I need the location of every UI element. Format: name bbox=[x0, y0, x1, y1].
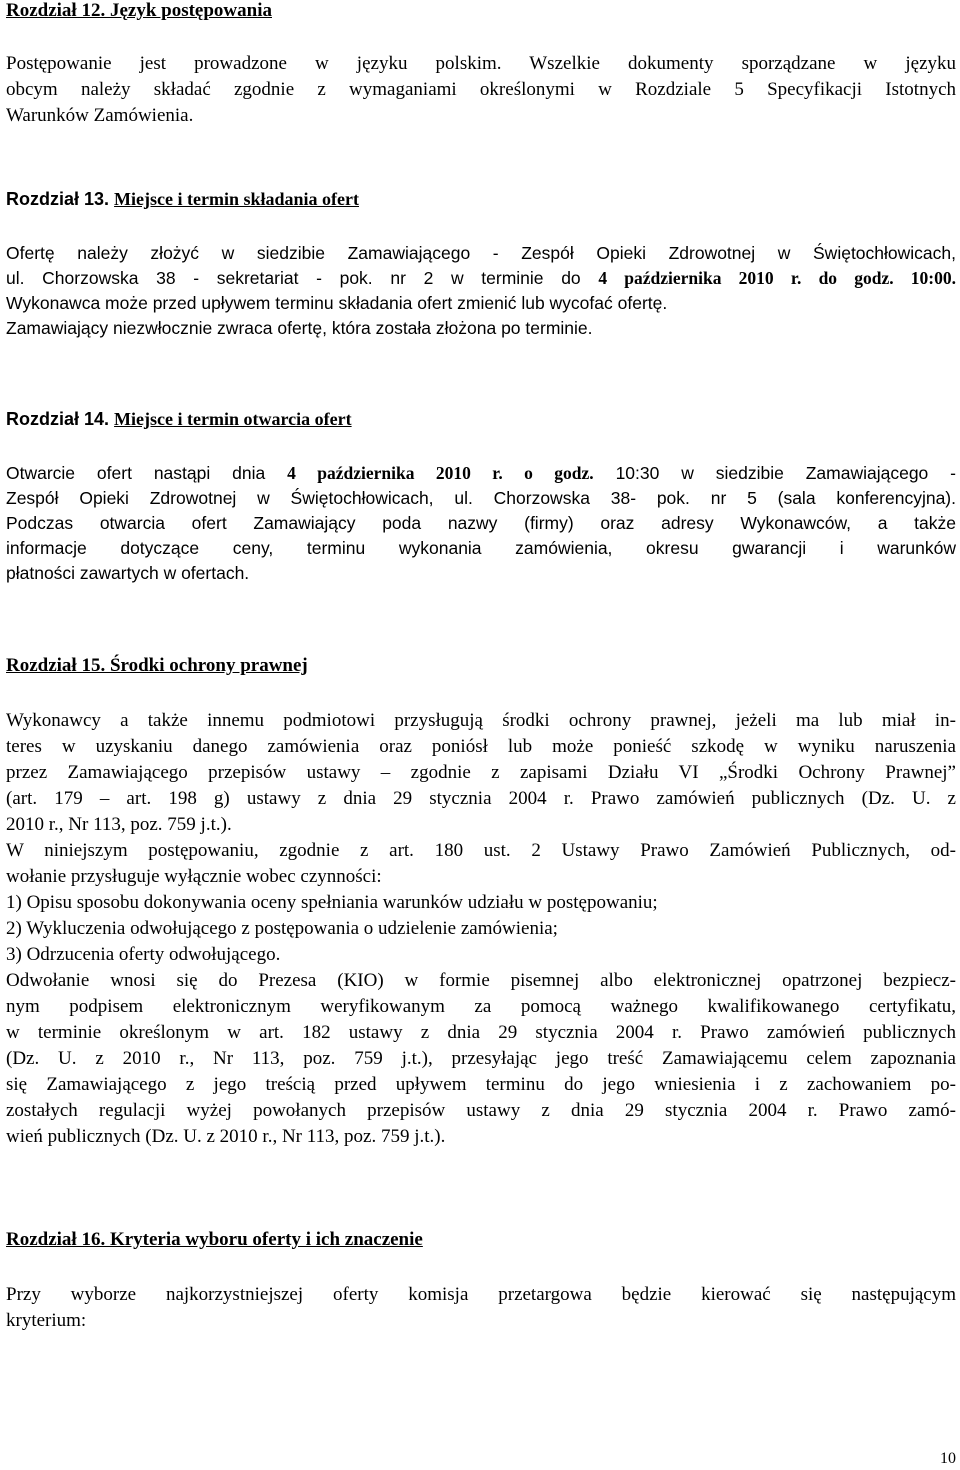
text-span: 10:30 w siedzibie Zamawiającego - bbox=[593, 463, 956, 483]
text-span: Otwarcie ofert nastąpi dnia bbox=[6, 463, 288, 483]
section-15-paragraph bbox=[6, 708, 956, 1150]
text-line: wień publicznych (Dz. U. z 2010 r., Nr 113, poz. 759 j.t.). bbox=[6, 1126, 446, 1147]
list-item: 2) Wykluczenia odwołującego z postępowania o udzielenie zamówienia; bbox=[6, 918, 558, 939]
text-line: płatności zawartych w ofertach. bbox=[6, 563, 250, 583]
text-line: W niniejszym postępowaniu, zgodnie z art. 180 ust. 2 Ustawy Prawo Zamówień Publicznych, od- bbox=[6, 840, 956, 861]
text-line: Przy wyborze najkorzystniejszej oferty komisja przetargowa będzie kierować się następującym bbox=[6, 1284, 956, 1305]
text-span: ul. Chorzowska 38 - sekretariat - pok. nr 2 w terminie do bbox=[6, 268, 599, 288]
deadline-bold: 4 października 2010 r. do godz. 10:00. bbox=[598, 268, 956, 288]
section-16-paragraph bbox=[6, 1282, 956, 1334]
text-line: Wykonawcy a także innemu podmiotowi przysługują środki ochrony prawnej, jeżeli ma lub miał in- bbox=[6, 710, 956, 731]
list-item: 3) Odrzucenia oferty odwołującego. bbox=[6, 944, 281, 965]
text-line: 2010 r., Nr 113, poz. 759 j.t.). bbox=[6, 814, 232, 835]
text-line: (art. 179 – art. 198 g) ustawy z dnia 29 stycznia 2004 r. Prawo zamówień publicznych (Dz. U. z bbox=[6, 788, 956, 809]
text-line: przez Zamawiającego przepisów ustawy – zgodnie z zapisami Działu VI „Środki Ochrony Prawnej” bbox=[6, 762, 956, 783]
text-line: (Dz. U. z 2010 r., Nr 113, poz. 759 j.t.), przesyłając jego treść Zamawiającemu celem zapoznania bbox=[6, 1048, 956, 1069]
text-line: w terminie określonym w art. 182 ustawy z dnia 29 stycznia 2004 r. Prawo zamówień publicznych bbox=[6, 1022, 956, 1043]
section-14-number: Rozdział 14. bbox=[6, 409, 110, 429]
text-line: Zespół Opieki Zdrowotnej w Świętochłowicach, ul. Chorzowska 38- pok. nr 5 (sala konferencyjna). bbox=[6, 488, 956, 508]
opening-date-bold: 4 października 2010 r. o godz. bbox=[287, 463, 594, 483]
section-12-heading bbox=[6, 0, 272, 22]
text-line: teres w uzyskaniu danego zamówienia oraz poniósł lub może ponieść szkodę w wyniku naruszenia bbox=[6, 736, 956, 757]
text-line: Wykonawca może przed upływem terminu składania ofert zmienić lub wycofać ofertę. bbox=[6, 293, 668, 313]
text-line: informacje dotyczące ceny, terminu wykonania zamówienia, okresu gwarancji i warunków bbox=[6, 538, 956, 558]
text-line: Zamawiający niezwłocznie zwraca ofertę, która została złożona po terminie. bbox=[6, 318, 593, 338]
text-line: Odwołanie wnosi się do Prezesa (KIO) w formie pisemnej albo elektronicznej opatrzonej bezpiecz- bbox=[6, 970, 956, 991]
section-12-heading-text: Rozdział 12. Język postępowania bbox=[6, 0, 272, 21]
section-13-title: Miejsce i termin składania ofert bbox=[114, 189, 359, 209]
text-line bbox=[6, 461, 956, 486]
text-line: kryterium: bbox=[6, 1310, 87, 1331]
text-line: obcym należy składać zgodnie z wymaganiami określonymi w Rozdziale 5 Specyfikacji Istotnych bbox=[6, 79, 956, 100]
section-14-heading bbox=[6, 409, 352, 430]
text-line: Warunków Zamówienia. bbox=[6, 105, 194, 126]
section-16-heading bbox=[6, 1229, 423, 1251]
section-14-paragraph bbox=[6, 461, 956, 586]
text-line: Ofertę należy złożyć w siedzibie Zamawiającego - Zespół Opieki Zdrowotnej w Świętochłowicach, bbox=[6, 243, 956, 263]
section-13-heading bbox=[6, 189, 359, 210]
text-line: się Zamawiającego z jego treścią przed upływem terminu do jego wniesienia i z zachowaniem po- bbox=[6, 1074, 956, 1095]
text-line bbox=[6, 266, 956, 291]
section-13-number: Rozdział 13. bbox=[6, 189, 110, 209]
text-line: wołanie przysługuje wyłącznie wobec czynności: bbox=[6, 866, 382, 887]
text-line: Podczas otwarcia ofert Zamawiający poda nazwy (firmy) oraz adresy Wykonawców, a także bbox=[6, 513, 956, 533]
text-line: Postępowanie jest prowadzone w języku polskim. Wszelkie dokumenty sporządzane w języku bbox=[6, 53, 956, 74]
text-line: nym podpisem elektronicznym weryfikowanym za pomocą ważnego kwalifikowanego certyfikatu, bbox=[6, 996, 956, 1017]
list-item: 1) Opisu sposobu dokonywania oceny spełniania warunków udziału w postępowaniu; bbox=[6, 892, 658, 913]
section-12-paragraph bbox=[6, 51, 956, 129]
section-14-title: Miejsce i termin otwarcia ofert bbox=[114, 409, 352, 429]
section-15-heading bbox=[6, 655, 308, 677]
section-16-heading-text: Rozdział 16. Kryteria wyboru oferty i ich znaczenie bbox=[6, 1229, 423, 1250]
page-number: 10 bbox=[940, 1450, 956, 1467]
section-13-paragraph bbox=[6, 241, 956, 341]
text-line: zostałych regulacji wyżej powołanych przepisów ustawy z dnia 29 stycznia 2004 r. Prawo zamó- bbox=[6, 1100, 956, 1121]
section-15-heading-text: Rozdział 15. Środki ochrony prawnej bbox=[6, 655, 308, 676]
